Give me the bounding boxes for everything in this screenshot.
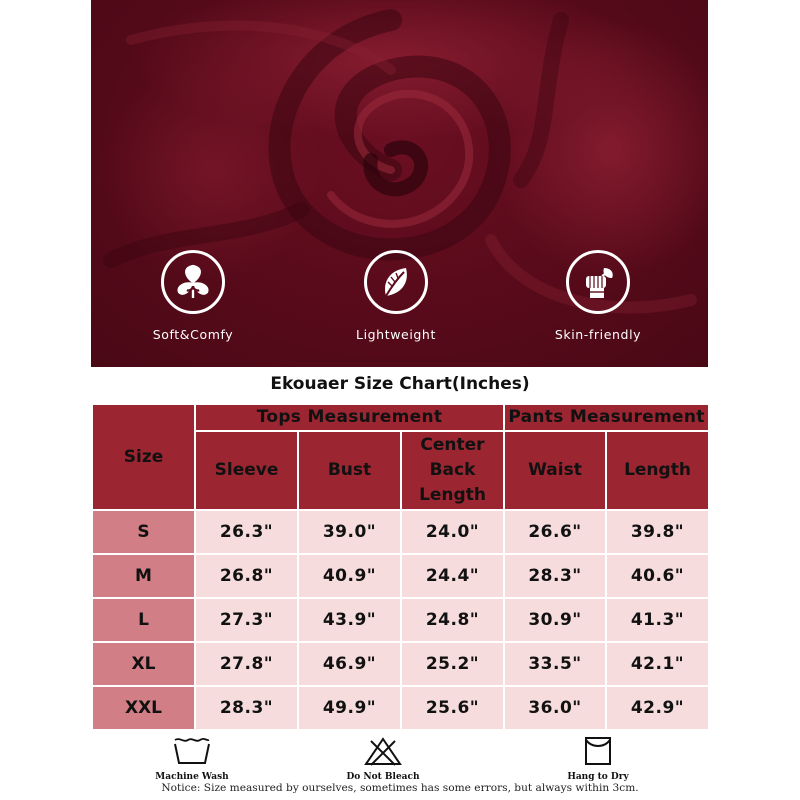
table-row bbox=[92, 554, 709, 598]
table-cell: 25.2" bbox=[401, 642, 504, 686]
feature-skin-friendly bbox=[518, 250, 678, 342]
size-label: S bbox=[92, 510, 195, 554]
table-cell: 41.3" bbox=[606, 598, 709, 642]
size-label: M bbox=[92, 554, 195, 598]
size-chart-table bbox=[91, 403, 710, 731]
column-header-length: Length bbox=[606, 431, 709, 510]
care-label: Machine Wash bbox=[155, 772, 229, 782]
feature-label: Lightweight bbox=[356, 327, 436, 342]
tops-measurement-header: Tops Measurement bbox=[195, 404, 504, 431]
hang-to-dry-icon bbox=[578, 736, 618, 766]
leaf-icon bbox=[364, 250, 428, 314]
table-cell: 28.3" bbox=[195, 686, 298, 730]
table-cell: 26.3" bbox=[195, 510, 298, 554]
table-cell: 26.6" bbox=[504, 510, 606, 554]
table-cell: 28.3" bbox=[504, 554, 606, 598]
feature-label: Soft&Comfy bbox=[152, 327, 234, 342]
table-cell: 46.9" bbox=[298, 642, 401, 686]
column-header-bust: Bust bbox=[298, 431, 401, 510]
size-notice: Notice: Size measured by ourselves, sometimes has some errors, but always within 3cm. bbox=[161, 782, 639, 794]
table-row bbox=[92, 598, 709, 642]
table-cell: 27.3" bbox=[195, 598, 298, 642]
column-header-waist: Waist bbox=[504, 431, 606, 510]
table-cell: 42.1" bbox=[606, 642, 709, 686]
size-label: L bbox=[92, 598, 195, 642]
table-cell: 25.6" bbox=[401, 686, 504, 730]
table-row bbox=[92, 642, 709, 686]
size-label: XL bbox=[92, 642, 195, 686]
table-group-header-row bbox=[92, 404, 709, 431]
fabric-banner bbox=[91, 0, 708, 367]
table-cell: 27.8" bbox=[195, 642, 298, 686]
table-cell: 36.0" bbox=[504, 686, 606, 730]
care-label: Hang to Dry bbox=[567, 772, 629, 782]
table-cell: 40.6" bbox=[606, 554, 709, 598]
column-header-sleeve: Sleeve bbox=[195, 431, 298, 510]
table-cell: 39.8" bbox=[606, 510, 709, 554]
column-header-center-back-length: Center Back Length bbox=[401, 431, 504, 510]
table-cell: 30.9" bbox=[504, 598, 606, 642]
table-cell: 26.8" bbox=[195, 554, 298, 598]
table-cell: 24.4" bbox=[401, 554, 504, 598]
machine-wash-icon bbox=[172, 736, 212, 766]
care-machine-wash bbox=[112, 736, 272, 782]
table-cell: 40.9" bbox=[298, 554, 401, 598]
care-label: Do Not Bleach bbox=[346, 772, 420, 782]
cotton-icon bbox=[161, 250, 225, 314]
table-cell: 24.8" bbox=[401, 598, 504, 642]
table-cell: 24.0" bbox=[401, 510, 504, 554]
care-hang-to-dry bbox=[518, 736, 678, 782]
table-cell: 39.0" bbox=[298, 510, 401, 554]
pants-measurement-header: Pants Measurement bbox=[504, 404, 709, 431]
table-cell: 49.9" bbox=[298, 686, 401, 730]
size-label: XXL bbox=[92, 686, 195, 730]
table-row bbox=[92, 686, 709, 730]
size-column-header: Size bbox=[92, 404, 195, 510]
do-not-bleach-icon bbox=[363, 736, 403, 766]
feature-lightweight bbox=[316, 250, 476, 342]
feature-soft-comfy bbox=[113, 250, 273, 342]
feature-label: Skin-friendly bbox=[554, 327, 642, 342]
hand-leaf-icon bbox=[566, 250, 630, 314]
care-do-not-bleach bbox=[303, 736, 463, 782]
table-cell: 42.9" bbox=[606, 686, 709, 730]
table-cell: 43.9" bbox=[298, 598, 401, 642]
table-row bbox=[92, 510, 709, 554]
table-cell: 33.5" bbox=[504, 642, 606, 686]
chart-title: Ekouaer Size Chart(Inches) bbox=[270, 374, 530, 394]
